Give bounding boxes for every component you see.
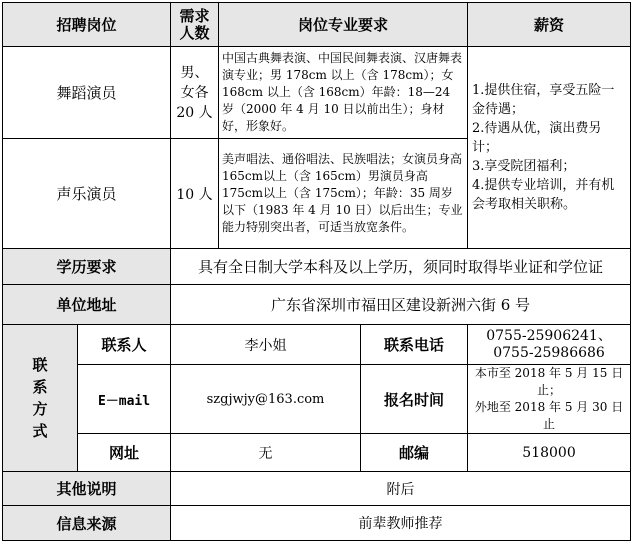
contact-label-char: 系 [32,378,48,396]
header-count-line1: 需求 [179,6,210,25]
dancer-count-line2: 女各 [180,84,209,101]
salary-item: 3.享受院团福利； [472,159,576,174]
contact-email-label: E－mail [78,365,171,434]
contact-person-value: 李小姐 [171,325,361,365]
contact-phone-line1: 0755-25906241、 [486,327,612,344]
other-value: 附后 [171,472,631,506]
table-row-contact-person [3,325,631,365]
header-row [3,3,631,47]
table-row-dancer [3,47,631,139]
table-row-other [3,472,631,506]
table-row-contact-website [3,434,631,472]
position-name-vocalist: 声乐演员 [3,139,171,249]
table-row-address [3,285,631,325]
salary-item: 1.提供住宿，享受五险一金待遇； [472,83,615,117]
contact-label-char: 联 [32,356,48,374]
table-row-contact-email [3,365,631,434]
contact-deadline-value [468,365,631,434]
education-label: 学历要求 [3,249,171,285]
contact-postcode-label: 邮编 [361,434,468,472]
position-count-vocalist: 10 人 [171,139,219,249]
header-count-line2: 人数 [179,23,210,42]
table-row-education [3,249,631,285]
header-salary: 薪资 [468,3,631,47]
source-label: 信息来源 [3,506,171,541]
contact-label-char: 式 [32,422,48,440]
position-requirements-dancer: 中国古典舞表演、中国民间舞表演、汉唐舞表演专业；男 178cm 以上（含 178cm）；女 168cm 以上（含 168cm）年龄：18—24 岁（2000 年 4 月 10 日以前出生）；身材好，形象好。 [219,47,468,139]
header-position: 招聘岗位 [3,3,171,47]
source-value: 前辈教师推荐 [171,506,631,541]
other-label: 其他说明 [3,472,171,506]
address-value: 广东省深圳市福田区建设新洲六街 6 号 [171,285,631,325]
dancer-count-line3: 20 人 [176,104,213,121]
contact-deadline-label: 报名时间 [361,365,468,434]
contact-label [3,325,78,472]
position-count-dancer [171,47,219,139]
contact-postcode-value: 518000 [468,434,631,472]
position-requirements-vocalist: 美声唱法、通俗唱法、民族唱法；女演员身高 165cm以上（含 165cm）男演员身高 175cm以上（含 175cm）；年龄：35 周岁以下（1983 年 4 月 10 日）以后出生；专业能力特别突出者，可适当放宽条件。 [219,139,468,249]
salary-benefits [468,47,631,249]
contact-person-label: 联系人 [78,325,171,365]
education-value: 具有全日制大学本科及以上学历，须同时取得毕业证和学位证 [171,249,631,285]
contact-deadline-line1: 本市至 2018 年 5 月 15 日止； [474,366,624,397]
contact-phone-line2: 0755-25986686 [493,344,605,361]
salary-item: 2.待遇从优，演出费另计； [472,121,602,155]
contact-phone-value [468,325,631,365]
header-requirements: 岗位专业要求 [219,3,468,47]
salary-item: 4.提供专业培训，并有机会考取相关职称。 [472,178,615,212]
position-name-dancer: 舞蹈演员 [3,47,171,139]
contact-phone-label: 联系电话 [361,325,468,365]
header-count [171,3,219,47]
contact-website-label: 网址 [78,434,171,472]
table-row-source [3,506,631,541]
dancer-count-line1: 男、 [180,64,209,81]
contact-deadline-line2: 外地至 2018 年 5 月 30 日止 [474,400,624,431]
contact-label-char: 方 [32,400,48,418]
contact-website-value: 无 [171,434,361,472]
contact-email-value: szgjwjy@163.com [171,365,361,434]
recruitment-table [2,2,631,541]
address-label: 单位地址 [3,285,171,325]
